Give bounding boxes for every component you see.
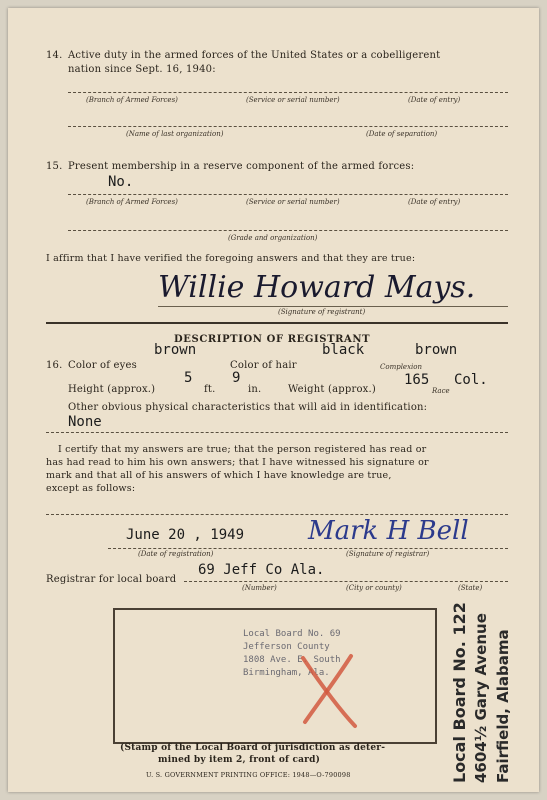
hair-value: black: [322, 342, 365, 358]
side-stamp-line2: 4604½ Gary Avenue: [472, 613, 490, 783]
label-signature-registrant: (Signature of registrant): [278, 308, 366, 316]
item-14-line-a: [68, 92, 508, 93]
complexion-value: brown: [415, 342, 458, 358]
item-15-label-entry: (Date of entry): [408, 198, 461, 206]
registration-date: June 20 , 1949: [126, 527, 245, 543]
height-in-value: 9: [232, 370, 241, 386]
exceptions-line: [46, 514, 508, 515]
registrar-signature: Mark H Bell: [308, 516, 469, 546]
label-city: (City or county): [346, 584, 402, 592]
item-15-number: 15.: [46, 161, 63, 172]
label-number: (Number): [242, 584, 277, 592]
label-complexion: Complexion: [380, 363, 422, 371]
section-divider: [46, 322, 508, 324]
affirm-text: I affirm that I have verified the foregoing answers and that they are true:: [46, 253, 416, 264]
item-14-label-service: (Service or serial number): [246, 96, 340, 104]
stamp-line3: 1808 Ave. E. South: [243, 655, 341, 665]
label-date-registration: (Date of registration): [138, 550, 214, 558]
certify-line1: I certify that my answers are true; that the person registered has read or: [58, 444, 427, 455]
item-14-label-entry: (Date of entry): [408, 96, 461, 104]
height-ft-value: 5: [184, 370, 193, 386]
item-15-line-a: [68, 194, 508, 195]
description-heading: DESCRIPTION OF REGISTRANT: [174, 334, 371, 345]
item-15-answer: No.: [108, 174, 134, 190]
registration-line: [108, 548, 508, 549]
stamp-line1: Local Board No. 69: [243, 629, 341, 639]
other-characteristics-value: None: [68, 414, 102, 430]
red-x-mark: [293, 650, 363, 730]
label-signature-registrar: (Signature of registrar): [346, 550, 430, 558]
item-15-line-b: [68, 230, 508, 231]
certify-line2: has had read to him his own answers; that I have witnessed his signature or: [46, 457, 429, 468]
label-eyes: Color of eyes: [68, 360, 137, 371]
stamp-caption2: mined by item 2, front of card): [158, 755, 321, 765]
signature-line: [158, 306, 508, 307]
label-other-characteristics: Other obvious physical characteristics that will aid in identification:: [68, 402, 428, 413]
certify-line3: mark and that all of his answers of which I have knowledge are true,: [46, 470, 392, 481]
certify-line4: except as follows:: [46, 483, 136, 494]
stamp-line4: Birmingham, Ala.: [243, 668, 330, 678]
item-14-label-separation: (Date of separation): [366, 130, 438, 138]
label-race: Race: [432, 387, 450, 395]
label-weight: Weight (approx.): [288, 384, 377, 395]
item-14-number: 14.: [46, 50, 63, 61]
label-ft: ft.: [204, 384, 216, 395]
item-14-line2: nation since Sept. 16, 1940:: [68, 64, 216, 75]
printing-office-footer: U. S. GOVERNMENT PRINTING OFFICE: 1948—O-790098: [146, 771, 351, 779]
item-14-line1: Active duty in the armed forces of the United States or a cobelligerent: [68, 50, 441, 61]
side-stamp-line3: Fairfield, Alabama: [494, 629, 512, 783]
label-in: in.: [248, 384, 262, 395]
side-stamp-line1: Local Board No. 122: [450, 602, 469, 783]
item-16-number: 16.: [46, 360, 63, 371]
eyes-value: brown: [154, 342, 197, 358]
item-15-text: Present membership in a reserve component of the armed forces:: [68, 161, 415, 172]
item-15-label-branch: (Branch of Armed Forces): [86, 198, 178, 206]
label-state: (State): [458, 584, 483, 592]
other-line: [46, 432, 508, 433]
label-hair: Color of hair: [230, 360, 297, 371]
label-local-board: Registrar for local board: [46, 574, 177, 585]
stamp-caption1: (Stamp of the Local Board of jurisdiction as deter-: [120, 743, 386, 753]
race-value: Col.: [454, 372, 488, 388]
local-board-value: 69 Jeff Co Ala.: [198, 562, 325, 578]
registrant-signature: Willie Howard Mays.: [158, 270, 476, 305]
item-14-line-b: [68, 126, 508, 127]
item-14-label-branch: (Branch of Armed Forces): [86, 96, 178, 104]
weight-value: 165: [404, 372, 430, 388]
stamp-line2: Jefferson County: [243, 642, 330, 652]
registration-card: [8, 8, 539, 792]
label-height: Height (approx.): [68, 384, 156, 395]
item-15-label-grade: (Grade and organization): [228, 234, 318, 242]
item-14-label-org: (Name of last organization): [126, 130, 224, 138]
local-board-line: [184, 581, 508, 582]
stamp-box: [113, 608, 437, 744]
item-15-label-service: (Service or serial number): [246, 198, 340, 206]
